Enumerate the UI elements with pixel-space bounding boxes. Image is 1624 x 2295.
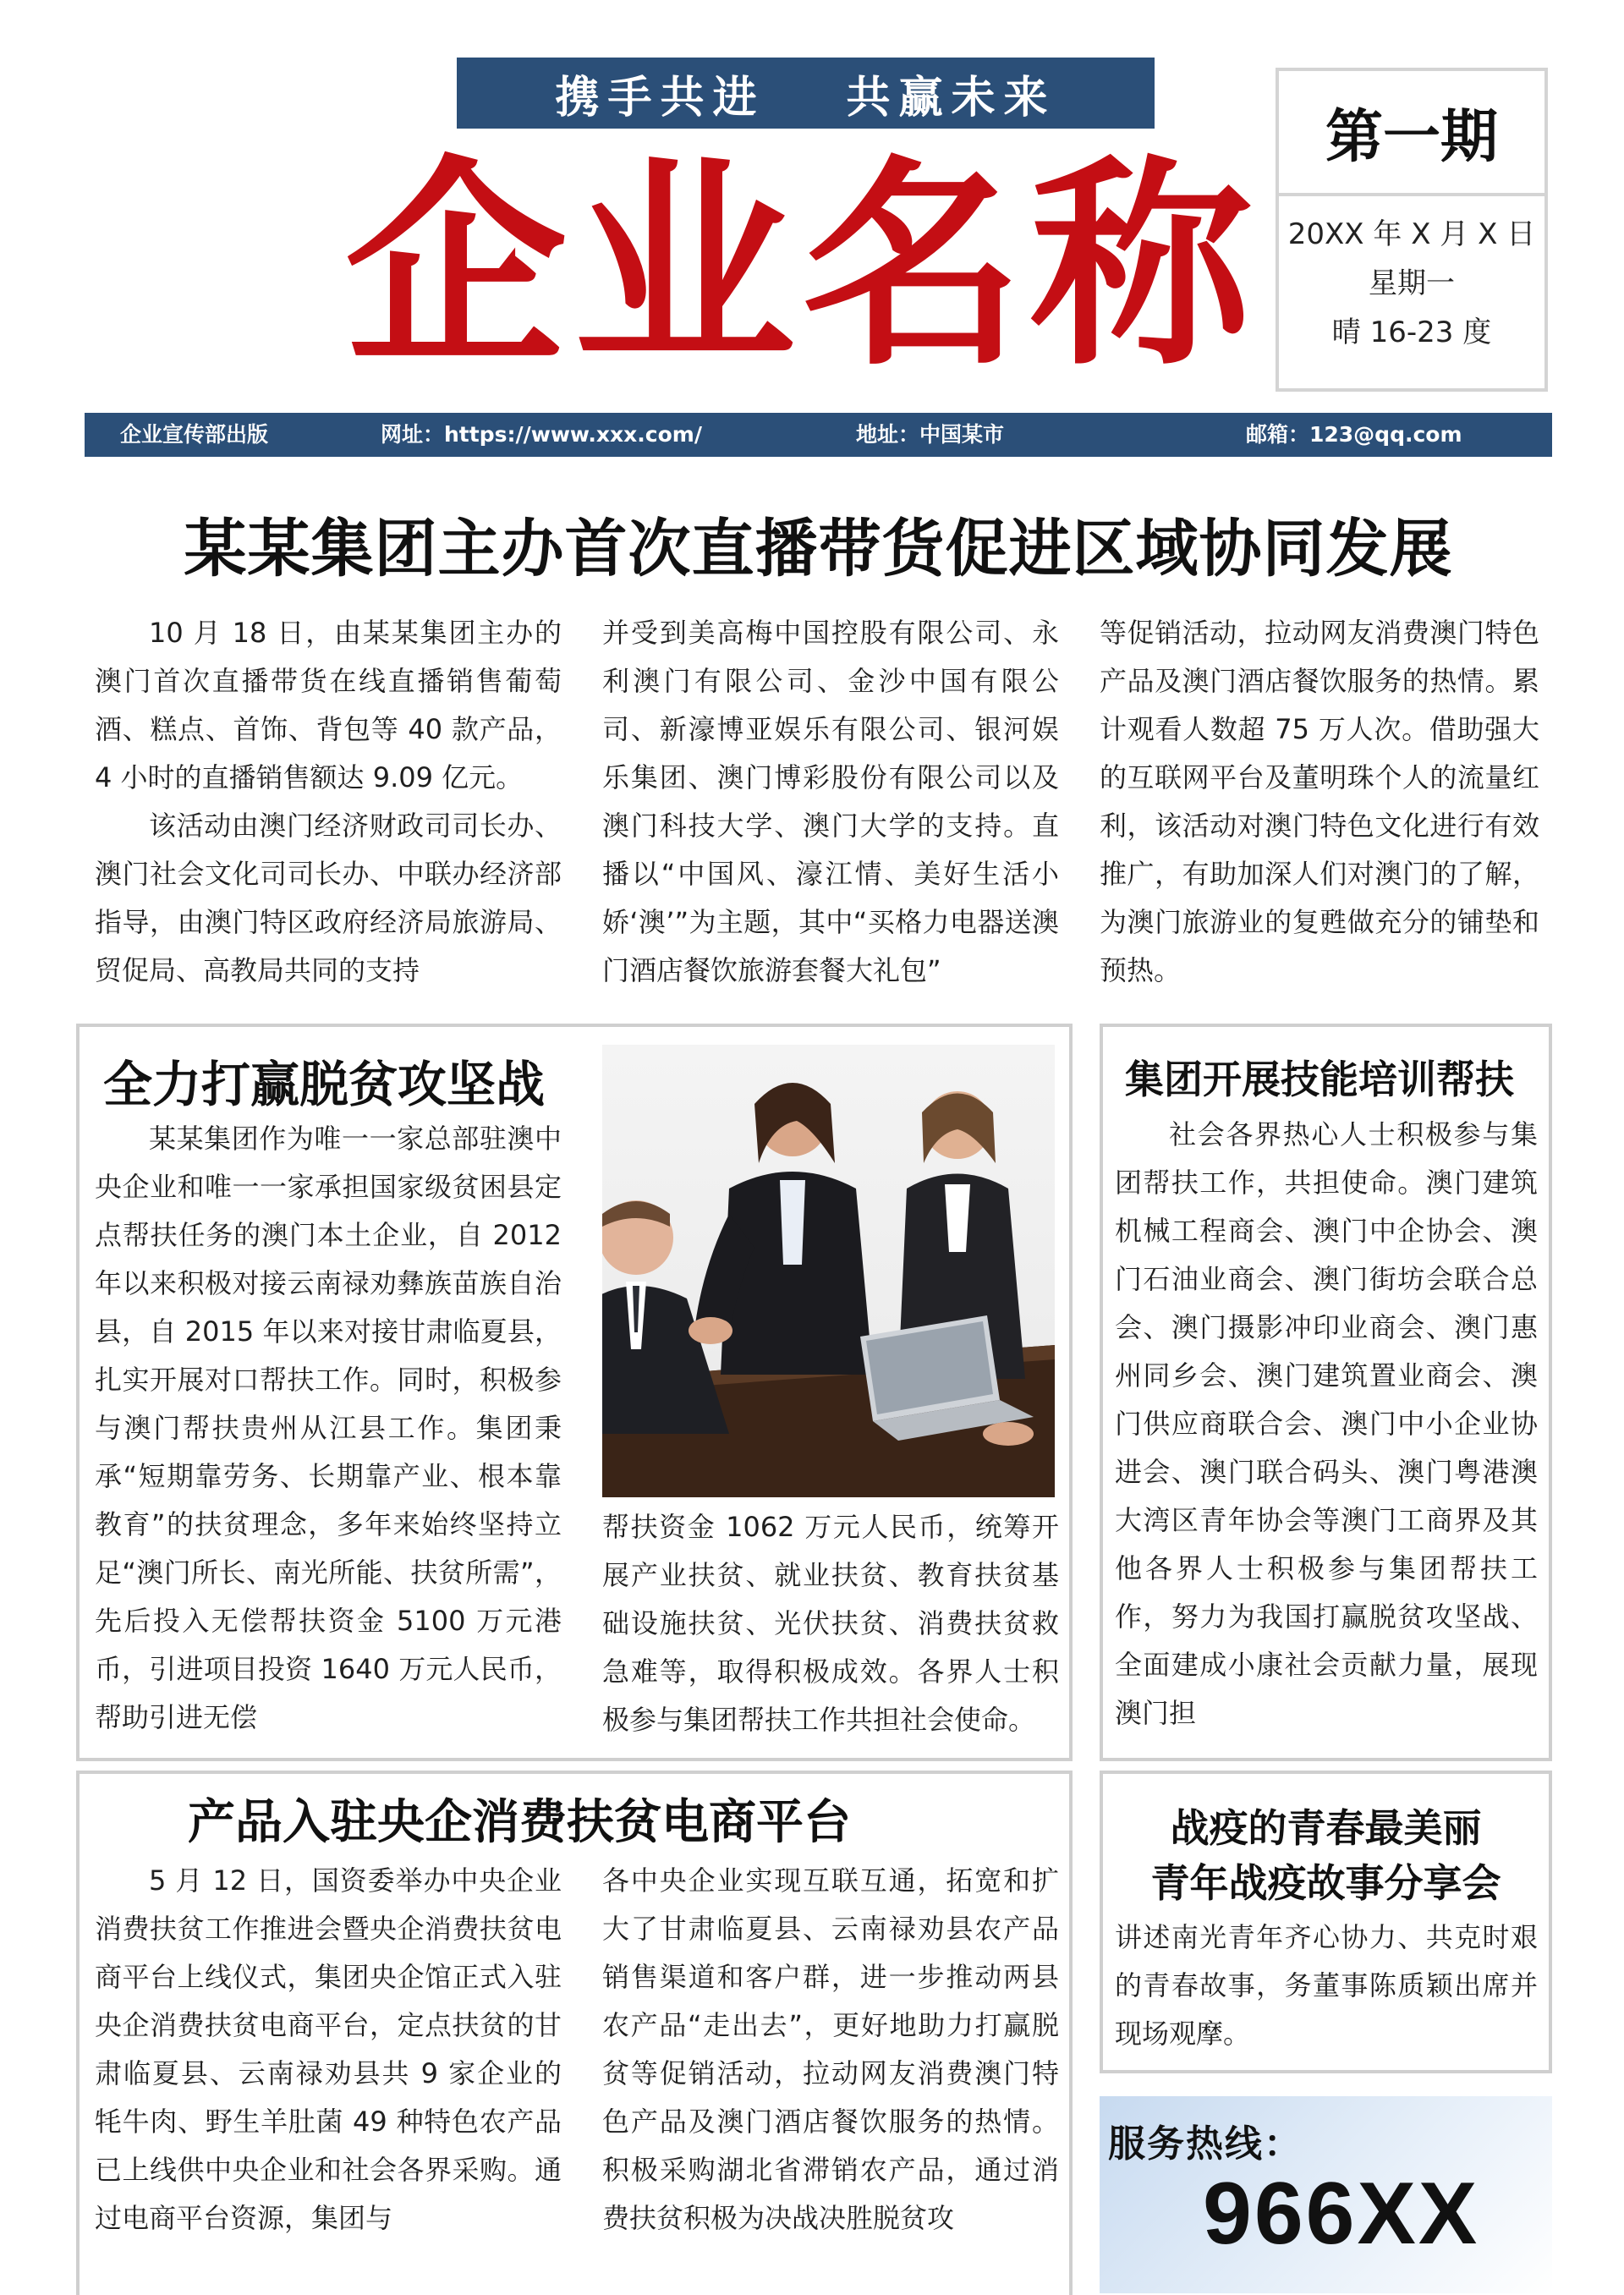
poverty-title: 全力打赢脱贫攻坚战 bbox=[103, 1056, 546, 1113]
poverty-column-1 bbox=[95, 1115, 562, 1743]
lead-column-3 bbox=[1100, 609, 1539, 995]
lead-column-1 bbox=[95, 609, 562, 995]
poverty-column-2 bbox=[602, 1503, 1059, 1745]
service-hotline-panel bbox=[1100, 2096, 1552, 2293]
email-link[interactable]: 邮箱：123@qq.com bbox=[1246, 422, 1462, 447]
training-paragraph: 社会各界热心人士积极参与集团帮扶工作，共担使命。澳门建筑机械工程商会、澳门中企协会、澳门石油业商会、澳门街坊会联合总会、澳门摄影冲印业商会、澳门惠州同乡会、澳门建筑置业商会、澳门供应商联合会、澳门中小企业协进会、澳门联合码头、澳门粤港澳大湾区青年协会等澳门工商界及其他各界人士积极参与集团帮扶工作，努力为我国打赢脱贫攻坚战、全面建成小康社会贡献力量，展现澳门担 bbox=[1115, 1118, 1538, 1729]
info-bar bbox=[85, 413, 1552, 457]
lead-paragraph-4: 等促销活动，拉动网友消费澳门特色产品及澳门酒店餐饮服务的热情。累计观看人数超 75 万人次。借助强大的互联网平台及董明珠个人的流量红利，该活动对澳门特色文化进行有效推广，有助加深人们对澳门的了解，为澳门旅游业的复甦做充分的铺垫和预热。 bbox=[1100, 617, 1539, 986]
slogan-banner bbox=[457, 58, 1155, 129]
issue-box bbox=[1276, 68, 1548, 392]
company-name: 企业名称 bbox=[345, 137, 1259, 395]
lead-headline: 某某集团主办首次直播带货促进区域协同发展 bbox=[184, 513, 1453, 585]
lead-paragraph-1: 10 月 18 日，由某某集团主办的澳门首次直播带货在线直播销售葡萄酒、糕点、首饰、背包等 40 款产品，4 小时的直播销售额达 9.09 亿元。 bbox=[95, 617, 562, 793]
issue-weather: 晴 16-23 度 bbox=[1331, 316, 1492, 349]
ecommerce-paragraph-1: 5 月 12 日，国资委举办中央企业消费扶贫工作推进会暨央企消费扶贫电商平台上线仪式，集团央企馆正式入驻央企消费扶贫电商平台，定点扶贫的甘肃临夏县、云南禄劝县共 9 家企业的牦牛肉、野生羊肚菌 49 种特色农产品已上线供中央企业和社会各界采购。通过电商平台资源，集团与 bbox=[95, 1864, 562, 2234]
lead-paragraph-3: 并受到美高梅中国控股有限公司、永利澳门有限公司、金沙中国有限公司、新濠博亚娱乐有限公司、银河娱乐集团、澳门博彩股份有限公司以及澳门科技大学、澳门大学的支持。直播以“中国风、濠江情、美好生活小娇‘澳’”为主题，其中“买格力电器送澳门酒店餐饮旅游套餐大礼包” bbox=[602, 617, 1059, 986]
ecommerce-column-2 bbox=[602, 1857, 1059, 2295]
issue-number: 第一期 bbox=[1279, 71, 1544, 196]
youth-title-line-2: 青年战疫故事分享会 bbox=[1150, 1860, 1501, 1906]
business-handshake-photo bbox=[602, 1045, 1055, 1497]
training-column bbox=[1115, 1111, 1538, 1745]
hotline-label: 服务热线： bbox=[1108, 2122, 1303, 2166]
publisher-label: 企业宣传部出版 bbox=[120, 422, 269, 447]
address-label: 地址：中国某市 bbox=[856, 422, 1005, 447]
poverty-paragraph-1: 某某集团作为唯一一家总部驻澳中央企业和唯一一家承担国家级贫困县定点帮扶任务的澳门本土企业，自 2012 年以来积极对接云南禄劝彝族苗族自治县，自 2015 年以来对接甘肃临夏县，扎实开展对口帮扶工作。同时，积极参与澳门帮扶贵州从江县工作。集团秉承“短期靠劳务、长期靠产业、根本靠教育”的扶贫理念，多年来始终坚持立足“澳门所长、南光所能、扶贫所需”，先后投入无偿帮扶资金 5100 万元港币，引进项目投资 1640 万元人民币，帮助引进无偿 bbox=[95, 1123, 562, 1733]
hotline-number[interactable]: 966XX bbox=[1203, 2165, 1480, 2263]
ecommerce-column-1 bbox=[95, 1857, 562, 2295]
website-link[interactable]: 网址：https://www.xxx.com/ bbox=[381, 422, 702, 447]
issue-date: 20XX 年 X 月 X 日 bbox=[1287, 217, 1536, 251]
slogan-left: 携手共进 bbox=[555, 72, 765, 124]
training-title: 集团开展技能培训帮扶 bbox=[1125, 1057, 1514, 1102]
issue-weekday: 星期一 bbox=[1369, 266, 1455, 300]
poverty-paragraph-2: 帮扶资金 1062 万元人民币，统筹开展产业扶贫、就业扶贫、教育扶贫基础设施扶贫、光伏扶贫、消费扶贫救急难等，取得积极成效。各界人士积极参与集团帮扶工作共担社会使命。 bbox=[602, 1511, 1059, 1736]
ecommerce-title: 产品入驻央企消费扶贫电商平台 bbox=[188, 1795, 851, 1850]
lead-paragraph-2: 该活动由澳门经济财政司司长办、澳门社会文化司司长办、中联办经济部指导，由澳门特区政府经济局旅游局、贸促局、高教局共同的支持 bbox=[95, 810, 562, 986]
slogan-right: 共赢未来 bbox=[846, 72, 1056, 124]
youth-paragraph: 讲述南光青年齐心协力、共克时艰的青春故事，务董事陈质颖出席并现场观摩。 bbox=[1115, 1921, 1538, 2050]
lead-column-2 bbox=[602, 609, 1059, 995]
ecommerce-paragraph-2: 各中央企业实现互联互通，拓宽和扩大了甘肃临夏县、云南禄劝县农产品销售渠道和客户群，进一步推动两县农产品“走出去”，更好地助力打赢脱贫等促销活动，拉动网友消费澳门特色产品及澳门酒店餐饮服务的热情。积极采购湖北省滞销农产品，通过消费扶贫积极为决战决胜脱贫攻 bbox=[602, 1864, 1059, 2234]
youth-title-line-1: 战疫的青春最美丽 bbox=[1170, 1805, 1482, 1851]
youth-column bbox=[1115, 1913, 1538, 2062]
